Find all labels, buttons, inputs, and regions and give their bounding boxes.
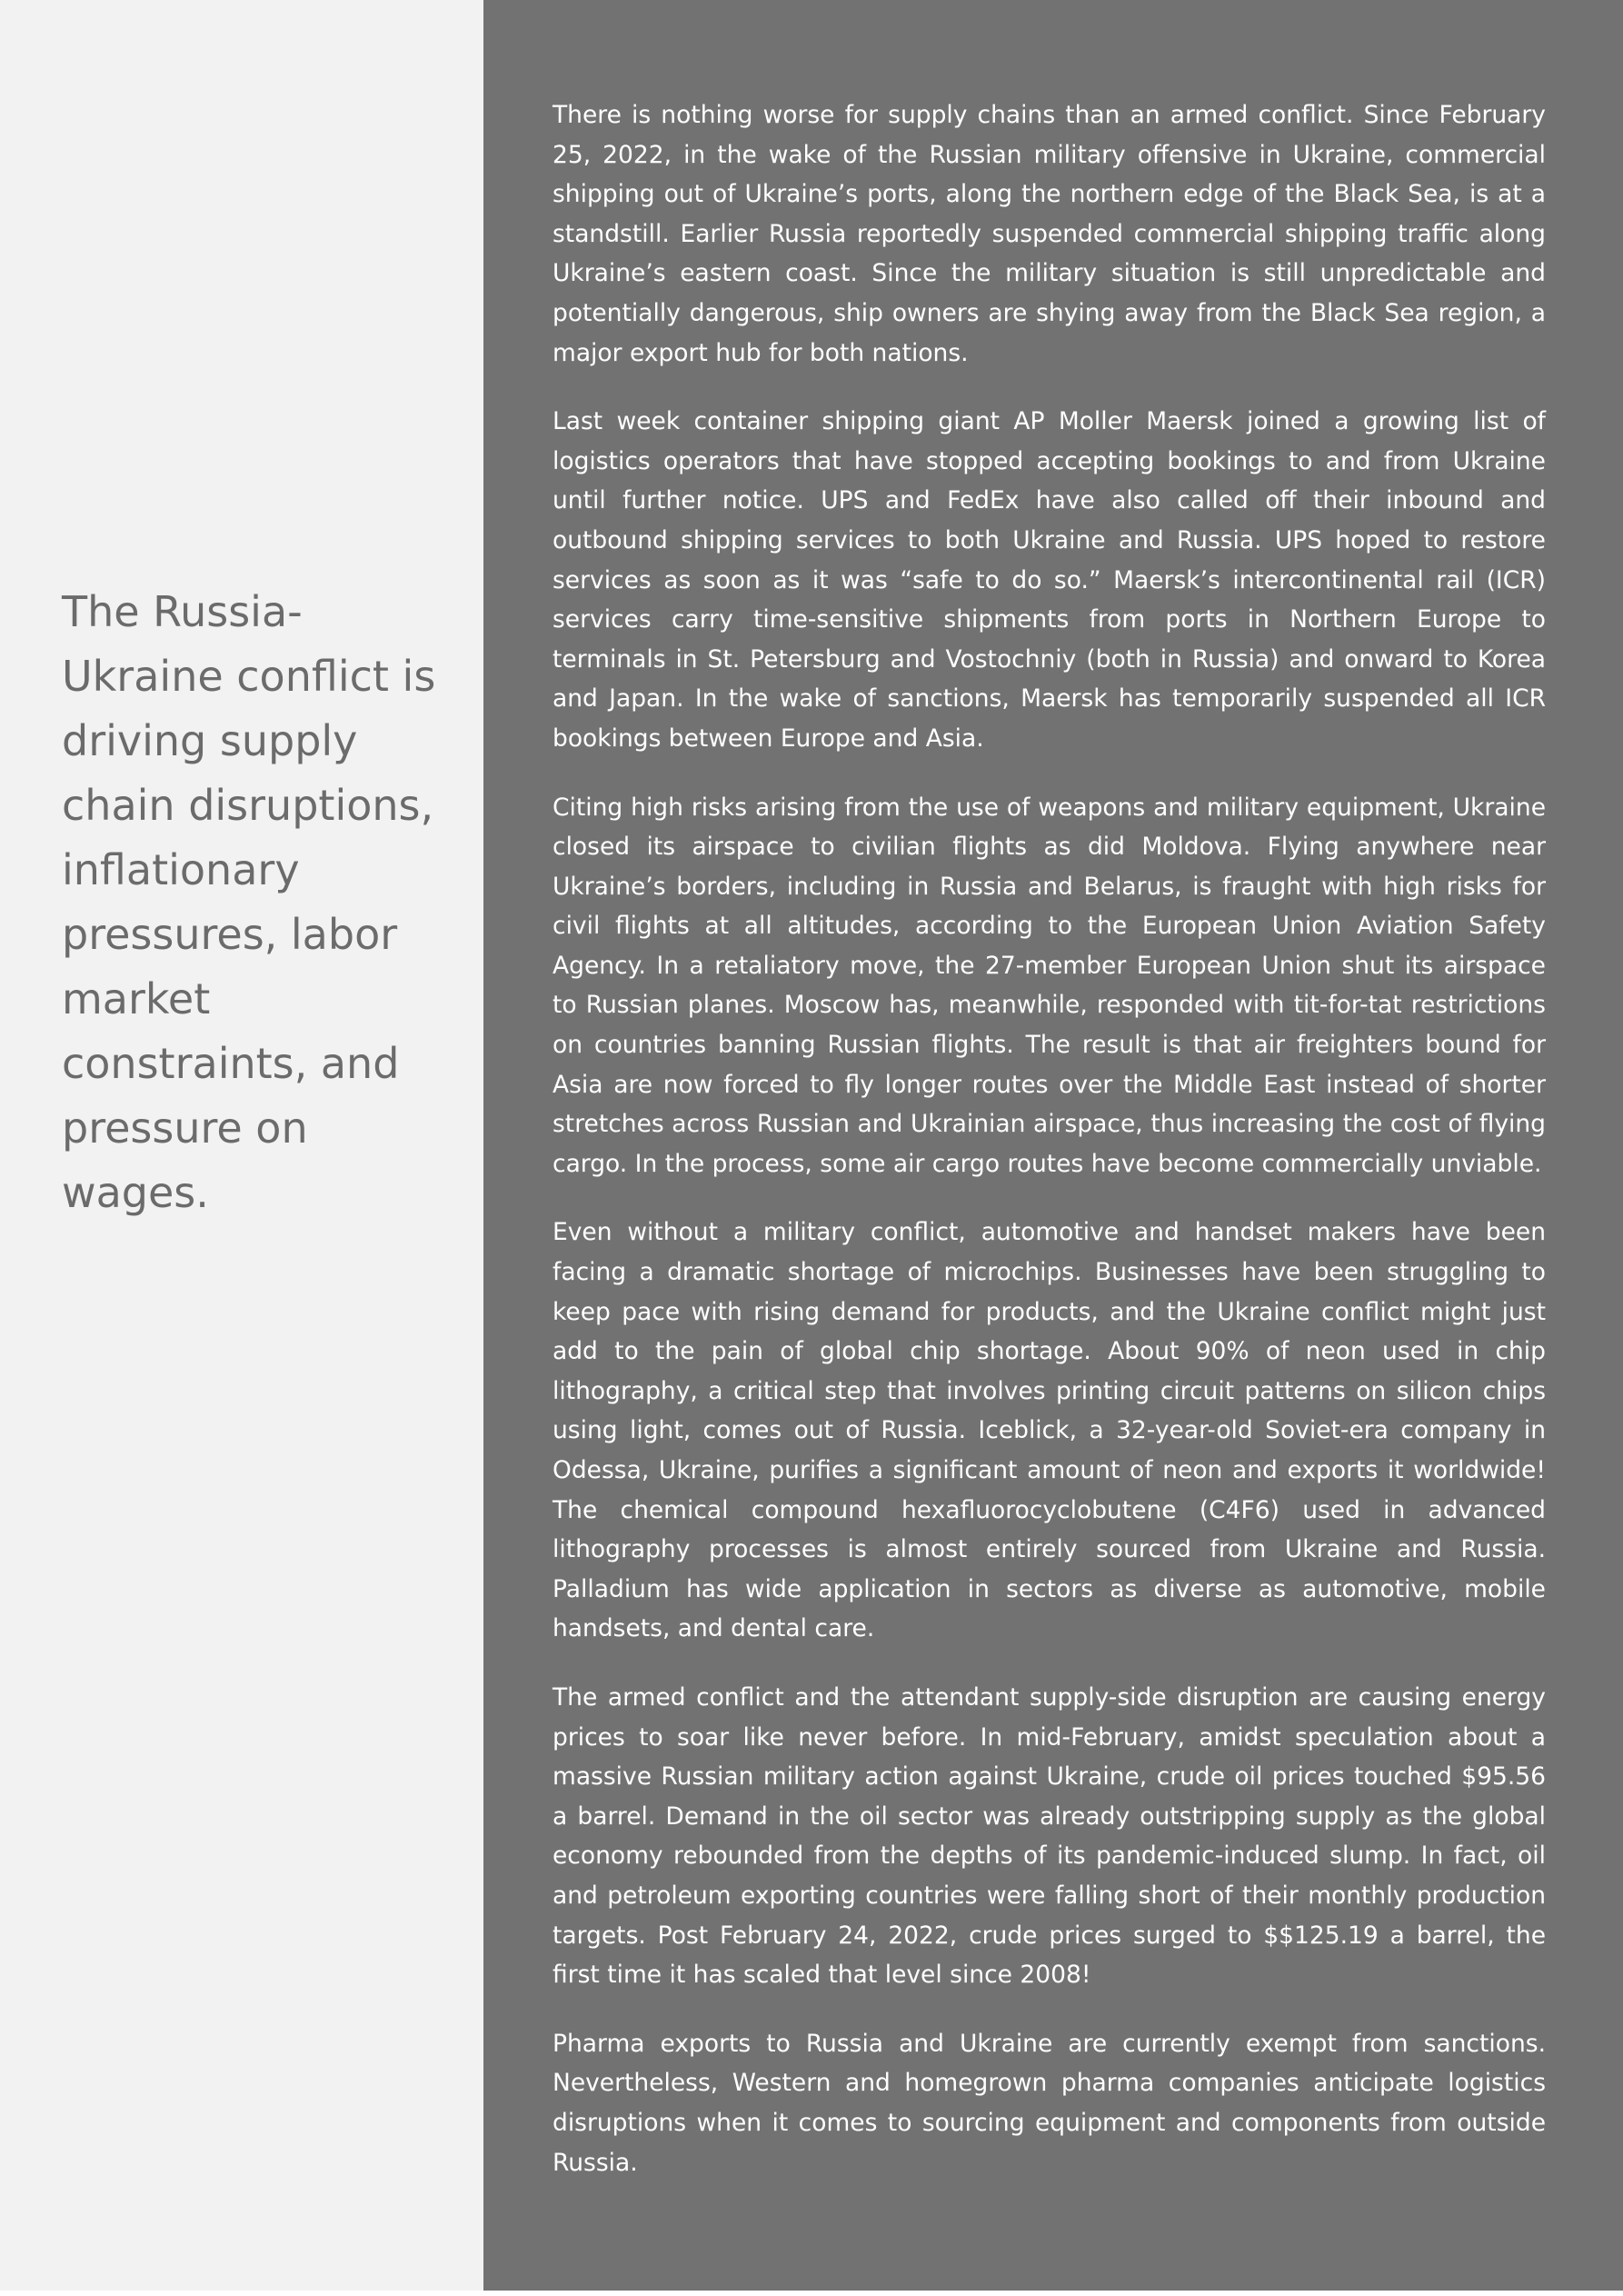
pull-quote: The Russia-Ukraine conflict is driving supply chain disruptions, inflationary pressures, labor market constraints, and pressure on wages. — [62, 587, 436, 1217]
article-panel — [483, 0, 1623, 2291]
paragraph-microchips: Even without a military conflict, automotive and handset makers have been facing a dramatic shortage of microchips. Businesses have been struggling to keep pace with rising demand for products, and the Ukraine conflict might just add to the pain of global chip shortage. About 90% of neon used in chip lithography, a critical step that involves printing circuit patterns on silicon chips using light, comes out of Russia. Iceblick, a 32-year-old Soviet-era company in Odessa, Ukraine, purifies a significant amount of neon and exports it worldwide! The chemical compound hexafluorocyclobutene (C4F6) used in advanced lithography processes is almost entirely sourced from Ukraine and Russia. Palladium has wide application in sectors as diverse as automotive, mobile handsets, and dental care. — [553, 1218, 1546, 1643]
sidebar-panel — [0, 0, 483, 2291]
paragraph-energy-prices: The armed conflict and the attendant supply-side disruption are causing energy prices to soar like never before. In mid-February, amidst speculation about a massive Russian military action against Ukraine, crude oil prices touched $95.56 a barrel. Demand in the oil sector was already outstripping supply as the global economy rebounded from the depths of its pandemic-induced slump. In fact, oil and petroleum exporting countries were falling short of their monthly production targets. Post February 24, 2022, crude prices surged to $$125.19 a barrel, the first time it has scaled that level since 2008! — [553, 1682, 1546, 1990]
paragraph-shipping: There is nothing worse for supply chains than an armed conflict. Since February 25, 2022, in the wake of the Russian military offensive in Ukraine, commercial shipping out of Ukraine’s ports, along the northern edge of the Black Sea, is at a standstill. Earlier Russia reportedly suspended commercial shipping traffic along Ukraine’s eastern coast. Since the military situation is still unpredictable and potentially dangerous, ship owners are shying away from the Black Sea region, a major export hub for both nations. — [553, 101, 1546, 367]
paragraph-airspace: Citing high risks arising from the use of weapons and military equipment, Ukraine closed its airspace to civilian flights as did Moldova. Flying anywhere near Ukraine’s borders, including in Russia and Belarus, is fraught with high risks for civil flights at all altitudes, according to the European Union Aviation Safety Agency. In a retaliatory move, the 27-member European Union shut its airspace to Russian planes. Moscow has, meanwhile, responded with tit-for-tat restrictions on countries banning Russian flights. The result is that air freighters bound for Asia are now forced to fly longer routes over the Middle East instead of shorter stretches across Russian and Ukrainian airspace, thus increasing the cost of flying cargo. In the process, some air cargo routes have become commercially unviable. — [553, 793, 1546, 1178]
paragraph-pharma: Pharma exports to Russia and Ukraine are currently exempt from sanctions. Nevertheless, Western and homegrown pharma companies anticipate logistics disruptions when it comes to sourcing equipment and components from outside Russia. — [553, 2029, 1546, 2177]
paragraph-logistics-operators: Last week container shipping giant AP Moller Maersk joined a growing list of logistics operators that have stopped accepting bookings to and from Ukraine until further notice. UPS and FedEx have also called off their inbound and outbound shipping services to both Ukraine and Russia. UPS hoped to restore services as soon as it was “safe to do so.” Maersk’s intercontinental rail (ICR) services carry time-sensitive shipments from ports in Northern Europe to terminals in St. Petersburg and Vostochniy (both in Russia) and onward to Korea and Japan. In the wake of sanctions, Maersk has temporarily suspended all ICR bookings between Europe and Asia. — [553, 407, 1546, 753]
article-body — [553, 95, 1546, 2211]
